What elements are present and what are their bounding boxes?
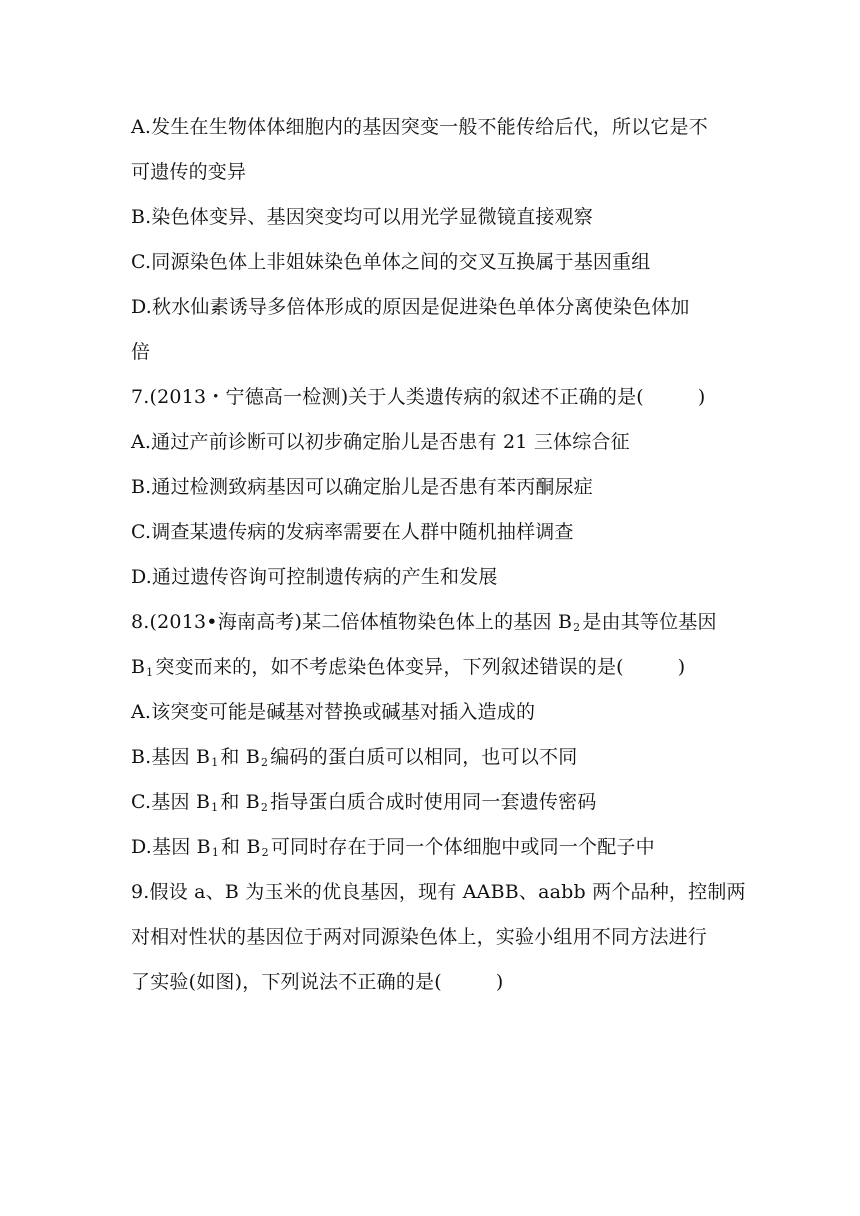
q8-option-c [131, 789, 741, 821]
q9-stem-line1: 9.假设 a、B 为玉米的优良基因，现有 AABB、aabb 两个品种，控制两 [131, 881, 746, 903]
q6-option-a-line2: 可遗传的变异 [131, 161, 247, 183]
q6-option-b: B.染色体变异、基因突变均可以用光学显微镜直接观察 [131, 206, 594, 228]
q7-option-d: D.通过遗传咨询可控制遗传病的产生和发展 [131, 566, 498, 588]
q8-stem-text: 8.(2013•海南高考)某二倍体植物染色体上的基因 B [131, 611, 573, 633]
q8-stem-line1 [131, 609, 741, 641]
subscript: 1 [211, 756, 219, 769]
option-text: 和 B [221, 836, 261, 858]
option-text: 和 B [220, 746, 261, 768]
q6-option-d-line1: D.秋水仙素诱导多倍体形成的原因是促进染色单体分离使染色体加 [131, 296, 690, 318]
subscript: 2 [260, 801, 269, 814]
option-text: C.基因 B [131, 791, 211, 813]
q7-stem [131, 384, 741, 410]
q8-stem-close: ) [677, 656, 686, 678]
subscript: 1 [146, 666, 154, 679]
subscript: 1 [211, 846, 220, 859]
option-text: 编码的蛋白质可以相同，也可以不同 [270, 746, 578, 768]
q7-option-c: C.调查某遗传病的发病率需要在人群中随机抽样调查 [131, 521, 574, 543]
q9-stem-close: ) [495, 971, 504, 993]
q7-stem-text: 7.(2013・宁德高一检测)关于人类遗传病的叙述不正确的是( [131, 386, 644, 408]
q7-option-b: B.通过检测致病基因可以确定胎儿是否患有苯丙酮尿症 [131, 476, 594, 498]
q7-option-a: A.通过产前诊断可以初步确定胎儿是否患有 21 三体综合征 [131, 431, 630, 453]
q8-stem-text: 突变而来的，如不考虑染色体变异，下列叙述错误的是( [155, 656, 624, 678]
q9-stem-line3 [131, 969, 741, 995]
q9-stem-text: 了实验(如图)，下列说法不正确的是( [131, 971, 442, 993]
q9-stem-line2: 对相对性状的基因位于两对同源染色体上，实验小组用不同方法进行 [131, 926, 708, 948]
gene-label: B [131, 656, 146, 678]
q8-option-a: A.该突变可能是碱基对替换或碱基对插入造成的 [131, 701, 536, 723]
option-text: B.基因 B [131, 746, 211, 768]
option-text: 可同时存在于同一个体细胞中或同一个配子中 [270, 836, 655, 858]
q8-stem-text-end: 是由其等位基因 [582, 611, 717, 633]
option-text: 和 B [220, 791, 260, 813]
q8-stem-line2 [131, 654, 741, 686]
subscript: 2 [261, 846, 269, 859]
q6-option-c: C.同源染色体上非姐妹染色单体之间的交叉互换属于基因重组 [131, 251, 651, 273]
q6-option-a-line1: A.发生在生物体体细胞内的基因突变一般不能传给后代，所以它是不 [131, 116, 708, 138]
q7-stem-close: ) [697, 386, 706, 408]
option-text: 指导蛋白质合成时使用同一套遗传密码 [270, 791, 597, 813]
subscript: 2 [573, 621, 581, 634]
subscript: 1 [211, 801, 219, 814]
q8-option-d [131, 834, 741, 866]
subscript: 2 [261, 756, 269, 769]
q6-option-d-line2: 倍 [131, 341, 151, 363]
option-text: D.基因 B [131, 836, 211, 858]
q8-option-b [131, 744, 741, 776]
